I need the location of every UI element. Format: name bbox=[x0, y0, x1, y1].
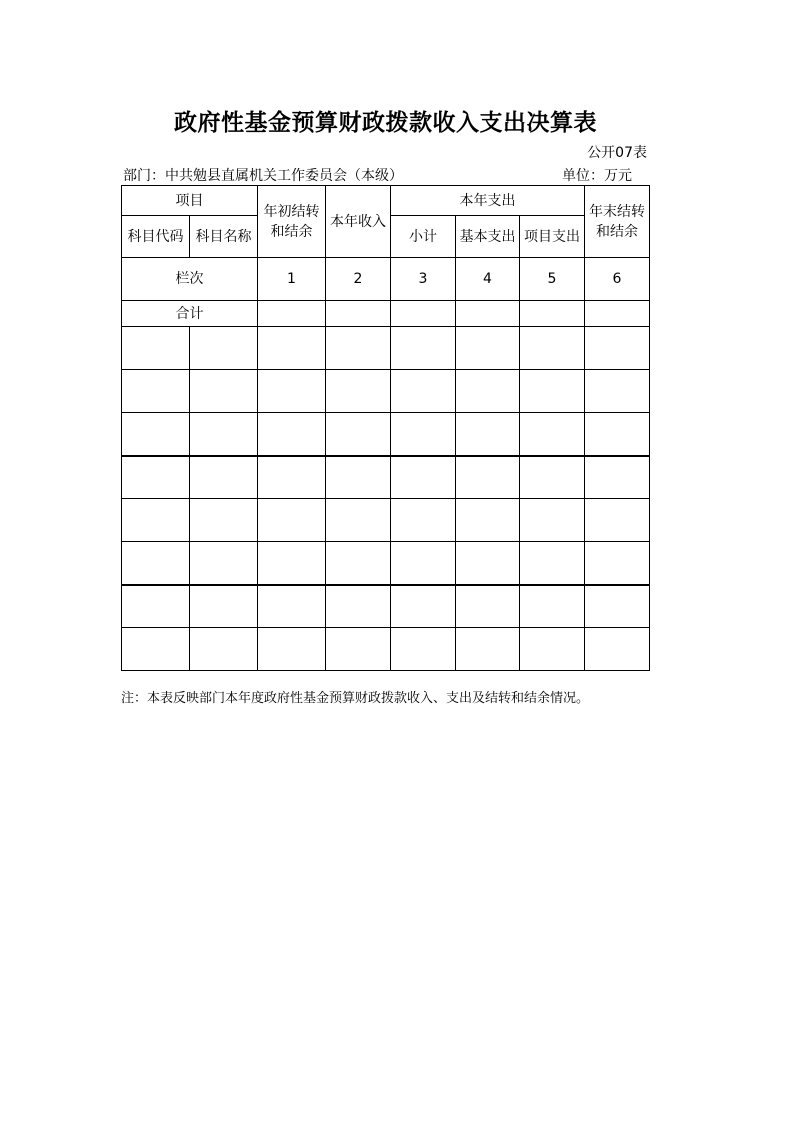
table-cell bbox=[190, 542, 258, 585]
table-cell bbox=[585, 628, 650, 671]
header-begin-balance bbox=[258, 186, 326, 258]
table-cell bbox=[585, 585, 650, 628]
table-cell bbox=[122, 370, 190, 413]
table-cell bbox=[585, 413, 650, 456]
header-subtotal: 小计 bbox=[391, 216, 456, 258]
table-cell bbox=[391, 628, 456, 671]
table-cell bbox=[326, 456, 391, 499]
table-cell bbox=[258, 542, 326, 585]
table-cell bbox=[190, 327, 258, 370]
column-number: 5 bbox=[520, 258, 585, 301]
unit-label: 单位：万元 bbox=[562, 168, 632, 184]
column-index-row bbox=[122, 258, 650, 301]
table-cell bbox=[122, 585, 190, 628]
table-cell bbox=[190, 585, 258, 628]
table-cell bbox=[122, 456, 190, 499]
table-row bbox=[122, 542, 650, 585]
table-row bbox=[122, 327, 650, 370]
table-cell bbox=[520, 542, 585, 585]
column-number: 6 bbox=[585, 258, 650, 301]
table-cell bbox=[326, 370, 391, 413]
total-cell bbox=[585, 301, 650, 327]
column-number: 3 bbox=[391, 258, 456, 301]
table-cell bbox=[122, 327, 190, 370]
column-number: 1 bbox=[258, 258, 326, 301]
column-number: 4 bbox=[456, 258, 520, 301]
table-row bbox=[122, 628, 650, 671]
header-begin-balance-line2: 和结余 bbox=[270, 223, 313, 240]
total-cell bbox=[326, 301, 391, 327]
budget-table bbox=[121, 185, 650, 671]
table-cell bbox=[391, 585, 456, 628]
department-label: 部门：中共勉县直属机关工作委员会（本级） bbox=[123, 168, 403, 184]
header-end-balance bbox=[585, 186, 650, 258]
table-cell bbox=[585, 456, 650, 499]
table-cell bbox=[520, 370, 585, 413]
table-cell bbox=[258, 499, 326, 542]
table-cell bbox=[585, 370, 650, 413]
total-cell bbox=[520, 301, 585, 327]
table-cell bbox=[391, 413, 456, 456]
table-cell bbox=[190, 456, 258, 499]
table-cell bbox=[326, 542, 391, 585]
header-begin-balance-line1: 年初结转 bbox=[263, 203, 320, 220]
table-cell bbox=[391, 456, 456, 499]
header-basic-expense: 基本支出 bbox=[456, 216, 520, 258]
total-label: 合计 bbox=[122, 301, 258, 327]
form-number: 公开07表 bbox=[587, 145, 647, 161]
table-cell bbox=[585, 499, 650, 542]
table-cell bbox=[391, 499, 456, 542]
table-row bbox=[122, 456, 650, 499]
header-end-balance-line1: 年末结转 bbox=[589, 203, 645, 220]
table-row bbox=[122, 499, 650, 542]
header-subject-code: 科目代码 bbox=[122, 216, 190, 258]
total-cell bbox=[258, 301, 326, 327]
page-title: 政府性基金预算财政拨款收入支出决算表 bbox=[174, 110, 597, 136]
table-cell bbox=[520, 499, 585, 542]
column-number: 2 bbox=[326, 258, 391, 301]
table-cell bbox=[258, 585, 326, 628]
header-subject-name: 科目名称 bbox=[190, 216, 258, 258]
table-cell bbox=[326, 628, 391, 671]
footnote: 注：本表反映部门本年度政府性基金预算财政拨款收入、支出及结转和结余情况。 bbox=[121, 691, 590, 706]
table-cell bbox=[258, 628, 326, 671]
table-cell bbox=[520, 585, 585, 628]
table-cell bbox=[520, 456, 585, 499]
table-cell bbox=[391, 370, 456, 413]
total-row bbox=[122, 301, 650, 327]
table-cell bbox=[258, 370, 326, 413]
column-index-label: 栏次 bbox=[122, 258, 258, 301]
table-cell bbox=[258, 413, 326, 456]
table-cell bbox=[520, 413, 585, 456]
table-cell bbox=[258, 327, 326, 370]
table-cell bbox=[190, 413, 258, 456]
header-income: 本年收入 bbox=[326, 186, 391, 258]
table-row bbox=[122, 585, 650, 628]
table-cell bbox=[122, 499, 190, 542]
table-row bbox=[122, 413, 650, 456]
table-cell bbox=[122, 413, 190, 456]
table-cell bbox=[122, 628, 190, 671]
table-cell bbox=[585, 542, 650, 585]
table-cell bbox=[456, 327, 520, 370]
total-cell bbox=[456, 301, 520, 327]
table-cell bbox=[326, 499, 391, 542]
table-cell bbox=[326, 413, 391, 456]
table-cell bbox=[456, 542, 520, 585]
table-cell bbox=[456, 499, 520, 542]
table-cell bbox=[520, 327, 585, 370]
table-cell bbox=[122, 542, 190, 585]
table-cell bbox=[258, 456, 326, 499]
table-cell bbox=[391, 327, 456, 370]
table-cell bbox=[190, 370, 258, 413]
table-cell bbox=[456, 628, 520, 671]
table-cell bbox=[585, 327, 650, 370]
header-expense: 本年支出 bbox=[391, 186, 585, 216]
table-cell bbox=[456, 413, 520, 456]
table-cell bbox=[326, 327, 391, 370]
table-cell bbox=[456, 585, 520, 628]
table-cell bbox=[190, 499, 258, 542]
table-cell bbox=[326, 585, 391, 628]
table-cell bbox=[190, 628, 258, 671]
table-cell bbox=[456, 370, 520, 413]
header-project-expense: 项目支出 bbox=[520, 216, 585, 258]
total-cell bbox=[391, 301, 456, 327]
table-cell bbox=[520, 628, 585, 671]
header-project: 项目 bbox=[122, 186, 258, 216]
table-cell bbox=[456, 456, 520, 499]
header-end-balance-line2: 和结余 bbox=[596, 223, 638, 240]
table-cell bbox=[391, 542, 456, 585]
table-row bbox=[122, 370, 650, 413]
